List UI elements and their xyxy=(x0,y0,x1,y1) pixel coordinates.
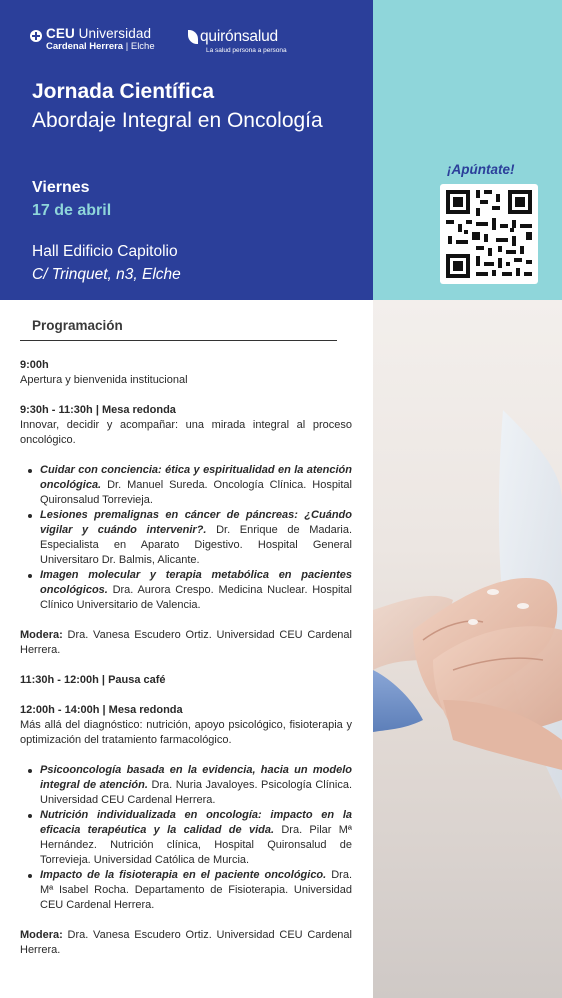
divider xyxy=(20,340,337,341)
ceu-school: Cardenal Herrera xyxy=(46,40,124,52)
ceu-logo xyxy=(30,26,155,52)
quironsalud-logo xyxy=(188,28,287,54)
talk-speaker: Dra. Aurora Crespo. Medicina Nuclear. Hospital Clínico Universitario de Valencia. xyxy=(40,584,353,611)
moderator-label: Modera: xyxy=(20,929,63,941)
talk-speaker: Dra. Mª Isabel Rocha. Departamento de Fisioterapia. Universidad CEU Cardenal Herrera. xyxy=(40,869,352,911)
talk-item xyxy=(40,808,352,868)
talk-title: Impacto de la fisioterapia en el paciente oncológico. xyxy=(40,869,327,881)
session-opening xyxy=(20,358,352,388)
talk-speaker: Dr. Manuel Sureda. Oncología Clínica. Hospital Quironsalud Torrevieja. xyxy=(40,479,352,506)
talk-title: Nutrición individualizada en oncología: impacto en la eficacia terapéutica y la calidad de vida. xyxy=(40,809,352,836)
session-description: Innovar, decidir y acompañar: una mirada integral al proceso oncológico. xyxy=(20,419,352,446)
hands-photo xyxy=(373,300,562,998)
talk-speaker: Dra. Nuria Javaloyes. Psicología Clínica. Universidad CEU Cardenal Herrera. xyxy=(40,779,352,806)
moderator xyxy=(20,628,352,658)
moderator xyxy=(20,928,352,958)
ceu-cross-icon xyxy=(30,30,42,42)
signup-label: ¡Apúntate! xyxy=(447,162,515,177)
talk-title: Psicooncología basada en la evidencia, hacia un modelo integral de atención. xyxy=(40,764,352,791)
leaf-icon xyxy=(188,30,198,44)
event-venue: Hall Edificio Capitolio xyxy=(32,243,178,260)
session-time: 9:00h xyxy=(20,359,49,371)
ceu-city: | Elche xyxy=(125,40,155,52)
talk-item xyxy=(40,568,352,613)
talk-title: Lesiones premalignas en cáncer de páncreas: ¿Cuándo vigilar y cuándo intervenir?. xyxy=(40,509,352,536)
ceu-bold: CEU xyxy=(46,26,75,41)
talk-list xyxy=(20,463,352,613)
session-roundtable-2 xyxy=(20,703,352,748)
session-break: 11:30h - 12:00h | Pausa café xyxy=(20,674,166,686)
talk-speaker: Dra. Pilar Mª Hernández. Nutrición clínica, Hospital Quironsalud de Torrevieja. Universidad Católica de Murcia. xyxy=(40,824,352,866)
ceu-rest: Universidad xyxy=(78,26,152,41)
session-description: Apertura y bienvenida institucional xyxy=(20,374,188,386)
logos-bar xyxy=(30,26,360,66)
talk-speaker: Dr. Enrique de Madaria. Especialista en Aparato Digestivo. Hospital General Universitaro Dr. Balmis, Alicante. xyxy=(40,524,352,566)
talk-item xyxy=(40,763,352,808)
quiron-tagline: La salud persona a persona xyxy=(206,47,287,54)
quiron-name: quirónsalud xyxy=(200,28,278,45)
talk-item xyxy=(40,868,352,913)
event-subtitle: Abordaje Integral en Oncología xyxy=(32,109,323,132)
moderator-name: Dra. Vanesa Escudero Ortiz. Universidad CEU Cardenal Herrera. xyxy=(20,929,352,956)
qr-code-icon[interactable] xyxy=(440,184,538,284)
event-title: Jornada Científica xyxy=(32,80,215,103)
session-time: 12:00h - 14:00h | Mesa redonda xyxy=(20,704,183,716)
program-content xyxy=(20,358,352,958)
session-description: Más allá del diagnóstico: nutrición, apoyo psicológico, fisioterapia y optimización del tratamiento farmacológico. xyxy=(20,719,352,746)
moderator-label: Modera: xyxy=(20,629,63,641)
talk-item xyxy=(40,463,352,508)
program-heading: Programación xyxy=(32,318,123,333)
header-panel xyxy=(0,0,373,300)
talk-title: Cuidar con conciencia: ética y espiritualidad en la atención oncológica. xyxy=(40,464,352,491)
signup-panel xyxy=(373,0,562,300)
event-day: Viernes xyxy=(32,179,90,196)
moderator-name: Dra. Vanesa Escudero Ortiz. Universidad CEU Cardenal Herrera. xyxy=(20,629,352,656)
event-address: C/ Trinquet, n3, Elche xyxy=(32,266,181,283)
event-date: 17 de abril xyxy=(32,202,112,219)
talk-item xyxy=(40,508,352,568)
talk-list xyxy=(20,763,352,913)
session-roundtable-1 xyxy=(20,403,352,448)
session-time: 9:30h - 11:30h | Mesa redonda xyxy=(20,404,176,416)
talk-title: Imagen molecular y terapia metabólica en pacientes oncológicos. xyxy=(40,569,352,596)
